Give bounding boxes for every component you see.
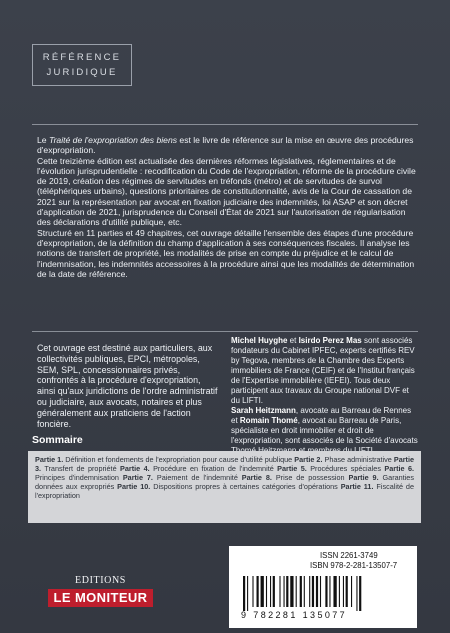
- authors-paragraph-1: Michel Huyghe et Isirdo Perez Mas sont associés fondateurs du Cabinet IPFEC, experts certifiés REV by Tegova, membres de la Chambre des Experts immobiliers de France (CEIF) et de l'Institut français de l'Expertise immobilière (IEFEI). Tous deux participent aux travaux du Groupe national DVF et du LIFTI.: [231, 336, 415, 405]
- collection-line-2: JURIDIQUE: [46, 67, 118, 78]
- collection-badge: [32, 44, 132, 86]
- audience-text: Cet ouvrage est destiné aux particuliers, aux collectivités publiques, EPCI, métropoles, SEM, SPL, concessionnaires privés, confrontés à la procédure d'expropriation, ainsi qu'aux juridictions de l'ordre administratif ou judiciaire, aux avocats, notaires et plus généralement aux praticiens de l'action foncière.: [37, 343, 218, 429]
- publisher-logo: [48, 575, 153, 609]
- publisher-editions: EDITIONS: [75, 575, 126, 586]
- summary-title: Sommaire: [32, 434, 83, 446]
- authors-text: [231, 336, 418, 456]
- intro-paragraph-3: Structuré en 11 parties et 49 chapitres, cet ouvrage détaille l'ensemble des étapes d'une procédure d'expropriation, de la définition du champ d'application à ses conséquences fiscales. Il analyse les notions de transfert de propriété, les modalités de prise en compte du préjudice et le calcul de l'indemnisation, les indemnités accessoires à la procédure ainsi que les modalités de détermination de la date de référence.: [37, 227, 415, 279]
- book-title: Traité de l'expropriation des biens: [48, 135, 178, 145]
- intro-paragraph-2: Cette treizième édition est actualisée des dernières réformes législatives, réglementaires et de l'évolution jurisprudentielle : recodification du Code de l'expropriation, réforme de la procédure civile de 2019, création des régimes de servitudes en tréfonds (métro) et de servitudes de survol (téléphériques urbains), questions prioritaires de constitutionnalité, avis de la Cour de cassation de 2021 sur la représentation par avocat en fixation judiciaire des indemnités, loi ASAP et son décret d'application de 2021, jurisprudence du Conseil d'État de 2021 sur l'autorisation de régularisation des déclarations d'utilité publique, etc.: [37, 155, 416, 228]
- book-description: [37, 135, 421, 279]
- top-divider: [32, 124, 418, 125]
- barcode-panel: [229, 546, 417, 628]
- intro-paragraph-1: Le Traité de l'expropriation des biens est le livre de référence sur la mise en œuvre des procédures d'expropriation.: [37, 135, 414, 156]
- barcode-digits: 9 782281 135077: [241, 610, 348, 620]
- publisher-name: LE MONITEUR: [48, 589, 153, 607]
- middle-divider: [32, 331, 418, 332]
- summary-list: Partie 1. Définition et fondements de l'expropriation pour cause d'utilité publique Partie 2. Phase administrative Partie 3. Transfert de propriété Partie 4. Procédure en fixation de l'indemnité Partie 5. Procédures spéciales Partie 6. Principes d'indemnisation Partie 7. Paiement de l'indemnité Partie 8. Prise de possession Partie 9. Garanties données aux expropriés Partie 10. Dispositions propres à certaines catégories d'opérations Partie 11. Fiscalité de l'expropriation: [35, 455, 415, 500]
- isbn-number: ISBN 978-2-281-13507-7: [310, 561, 398, 570]
- collection-line-1: RÉFÉRENCE: [42, 52, 122, 63]
- issn-number: ISSN 2261-3749: [320, 551, 378, 560]
- summary-box: [28, 451, 421, 523]
- barcode-icon: [241, 576, 411, 613]
- authors-paragraph-2: Sarah Heitzmann, avocate au Barreau de Rennes et Romain Thomé, avocat au Barreau de Paris, spécialiste en droit immobilier et droit de l'expropriation, sont associés de la Société d'avocats: [231, 406, 418, 445]
